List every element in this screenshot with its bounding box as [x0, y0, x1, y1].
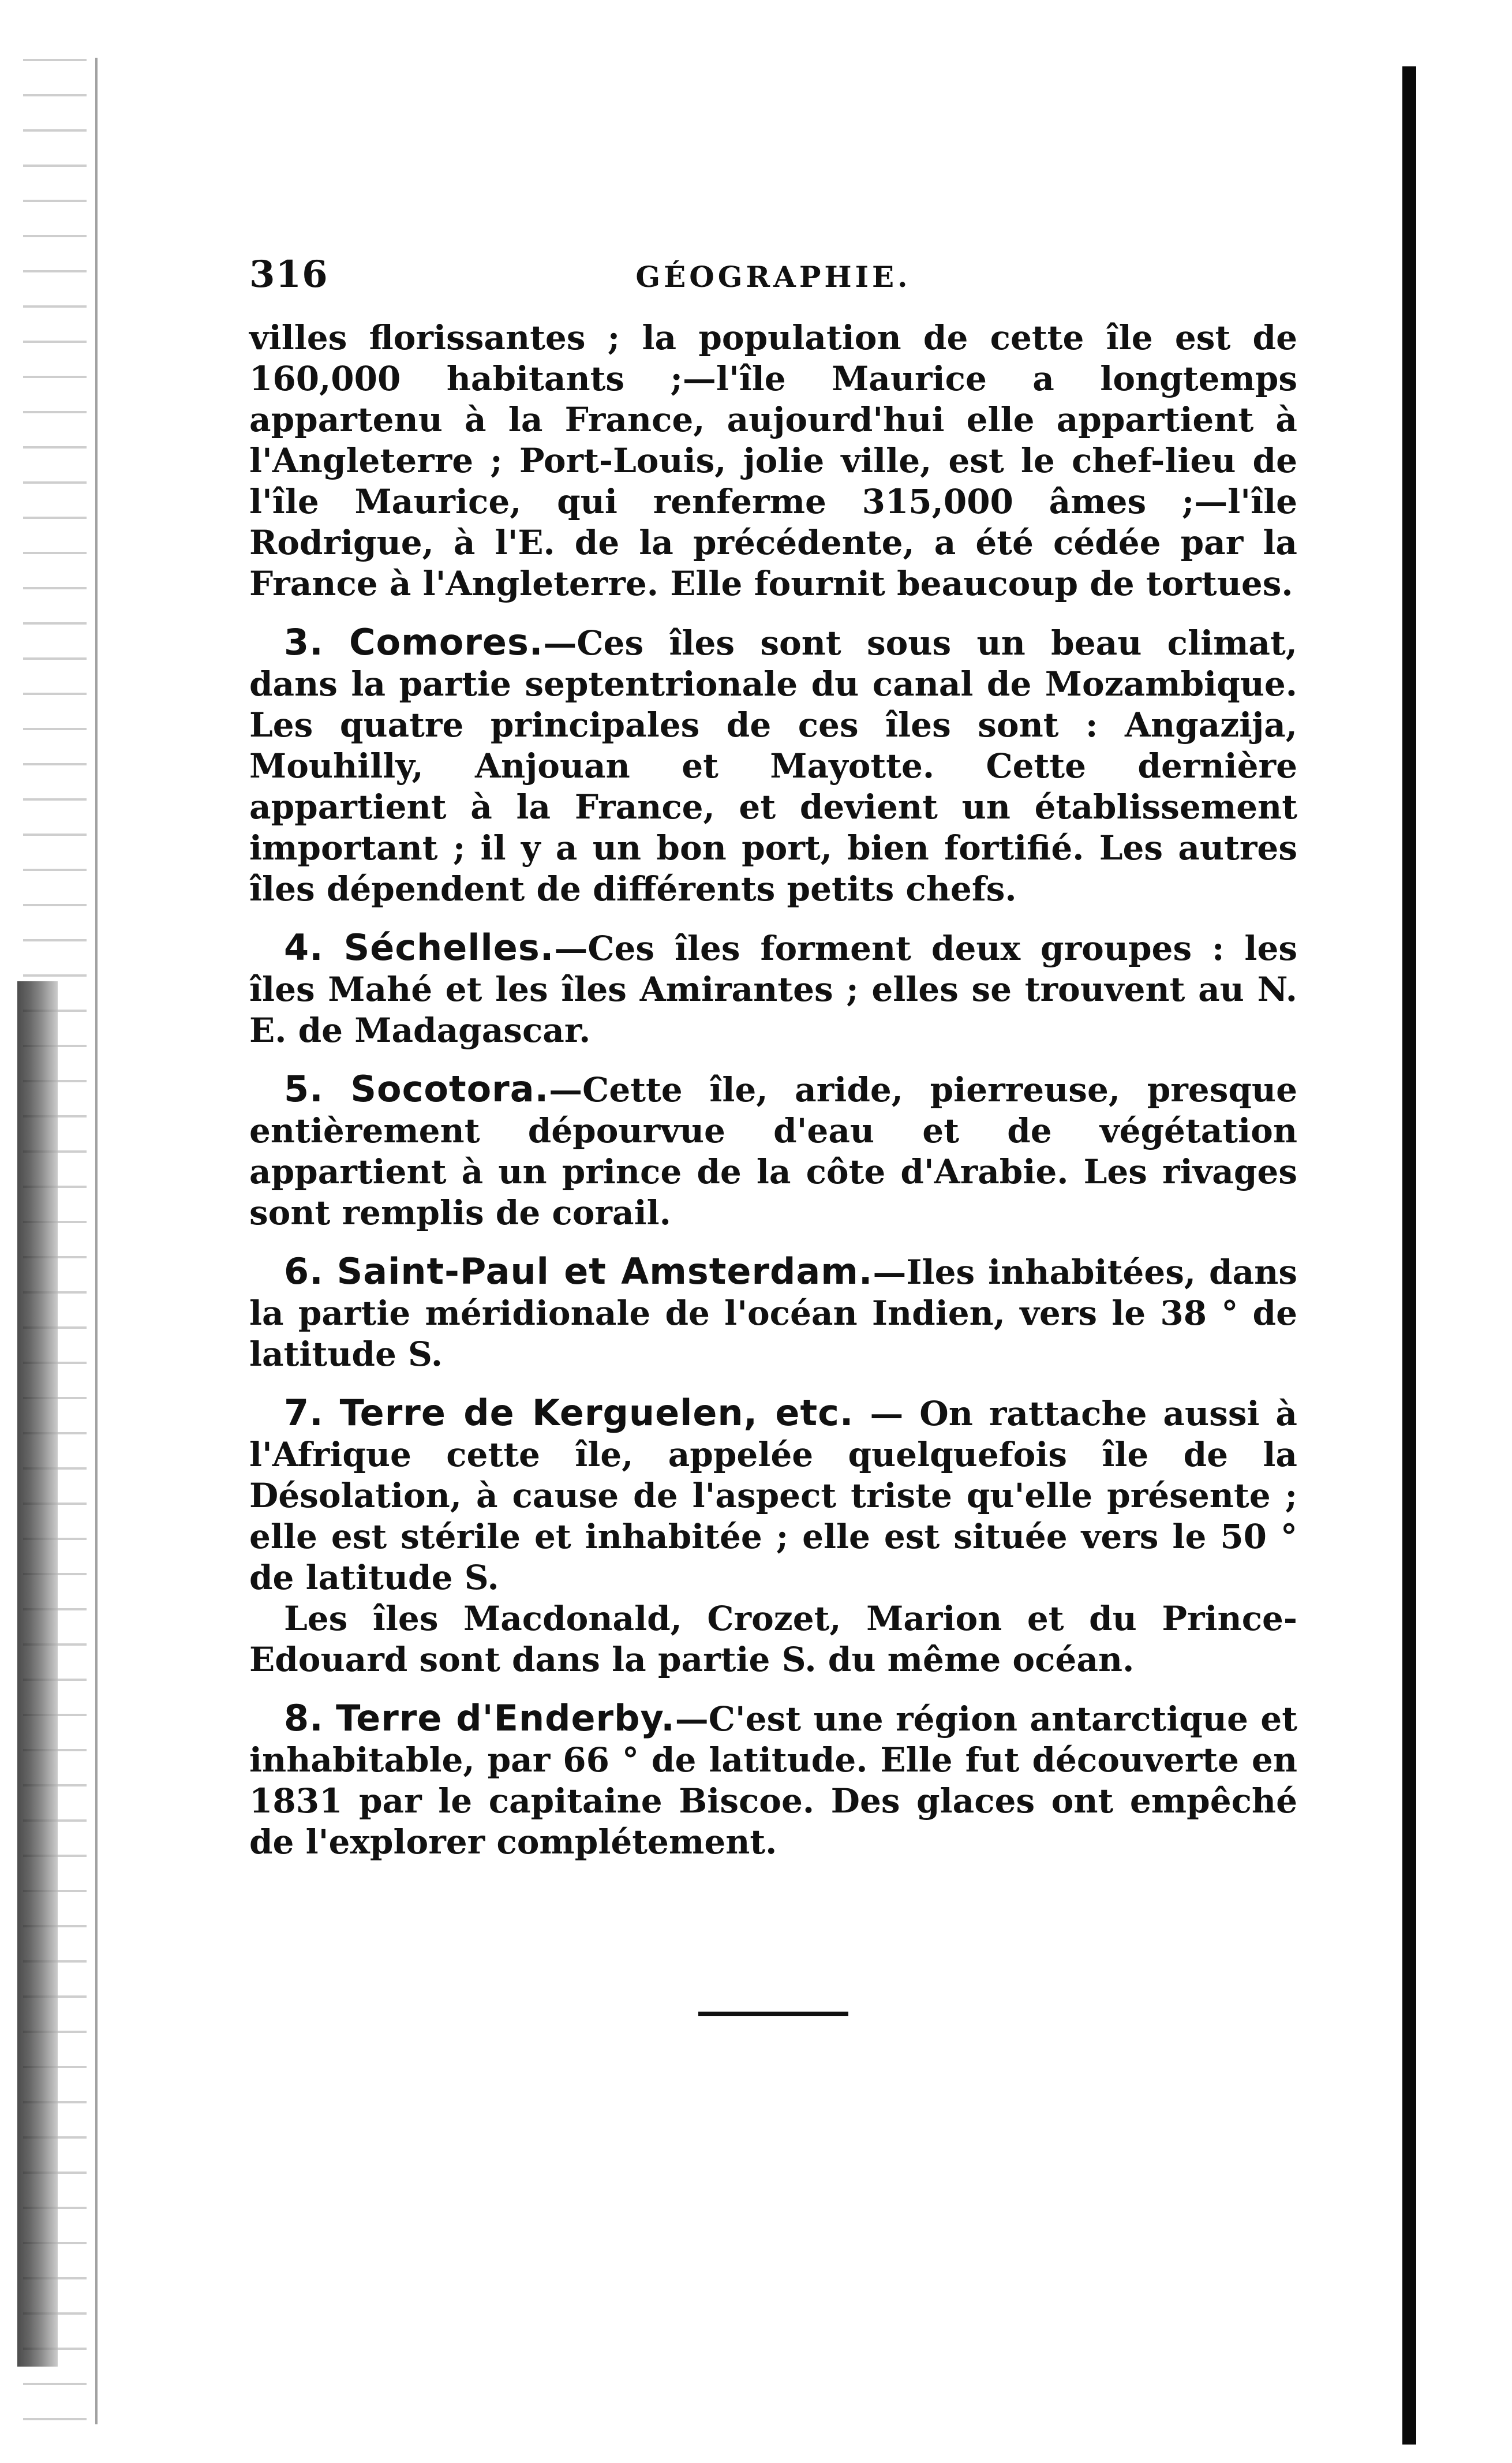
- section-enderby: [249, 1698, 1297, 1863]
- section-body: —Ces îles sont sous un beau climat, dans la partie septentrionale du canal de Mozambique. Les quatre principales de ces îles sont : Angazija, Mouhilly, Anjouan et Mayotte. Cette dernière appartient à la France, et devient un établissement important ; il y a un bon port, bien fortifié. Les autres îles dépendent de différents petits chefs.: [249, 623, 1297, 909]
- extra-paragraph: Les îles Macdonald, Crozet, Marion et du Prince-Edouard sont dans la partie S. du même océan.: [249, 1599, 1297, 1679]
- section-number: 8.: [284, 1697, 324, 1739]
- section-heading: Terre de Kerguelen, etc.: [339, 1392, 854, 1434]
- section-body: —Iles inhabitées, dans la partie méridionale de l'océan Indien, vers le 38 ° de latitude S.: [249, 1253, 1297, 1374]
- binding-edge: [95, 58, 98, 2424]
- section-number: 5.: [284, 1068, 324, 1110]
- page-title: GÉOGRAPHIE.: [635, 260, 911, 294]
- section-number: 4.: [284, 926, 324, 969]
- section-saint-paul: [249, 1251, 1297, 1375]
- running-head: [249, 254, 1297, 317]
- section-socotora: [249, 1068, 1297, 1234]
- section-number: 6.: [284, 1250, 324, 1292]
- section-number: 7.: [284, 1392, 324, 1434]
- page-number: 316: [249, 253, 328, 296]
- section-body: —Ces îles forment deux groupes : les îles Mahé et les îles Amirantes ; elles se trouvent au N. E. de Madagascar.: [249, 929, 1297, 1050]
- section-body: —Cette île, aride, pierreuse, presque entièrement dépourvue d'eau et de végétation appartient à un prince de la côte d'Arabie. Les rivages sont remplis de corail.: [249, 1070, 1297, 1232]
- intro-paragraph: villes florissantes ; la population de cette île est de 160,000 habitants ;—l'île Maurice a longtemps appartenu à la France, aujourd'hui elle appartient à l'Angleterre ; Port-Louis, jolie ville, est le chef-lieu de l'île Maurice, qui renferme 315,000 âmes ;—l'île Rodrigue, à l'E. de la précédente, a été cédée par la France à l'Angleterre. Elle fournit beaucoup de tortues.: [249, 318, 1297, 603]
- section-heading: Saint-Paul et Amsterdam.: [336, 1250, 873, 1292]
- section-heading: Comores.: [349, 621, 544, 663]
- section-body: —C'est une région antarctique et inhabitable, par 66 ° de latitude. Elle fut découverte en 1831 par le capitaine Biscoe. Des glaces ont empêché de l'explorer complétement.: [249, 1699, 1297, 1862]
- section-kerguelen: [249, 1392, 1297, 1598]
- binding-shadow: [17, 981, 58, 2367]
- end-ornament-rule: [698, 2012, 848, 2016]
- section-sechelles: [249, 927, 1297, 1051]
- page-content: [249, 254, 1297, 1863]
- right-border-rule: [1402, 66, 1416, 2445]
- section-heading: Socotora.: [350, 1068, 549, 1110]
- section-heading: Séchelles.: [343, 926, 555, 969]
- section-body: — On rattache aussi à l'Afrique cette île, appelée quelquefois île de la Désolation, à cause de l'aspect triste qu'elle présente ; elle est stérile et inhabitée ; elle est située vers le 50 ° de latitude S.: [249, 1394, 1297, 1597]
- section-number: 3.: [284, 621, 324, 663]
- section-heading: Terre d'Enderby.: [336, 1697, 675, 1739]
- section-comores: [249, 622, 1297, 910]
